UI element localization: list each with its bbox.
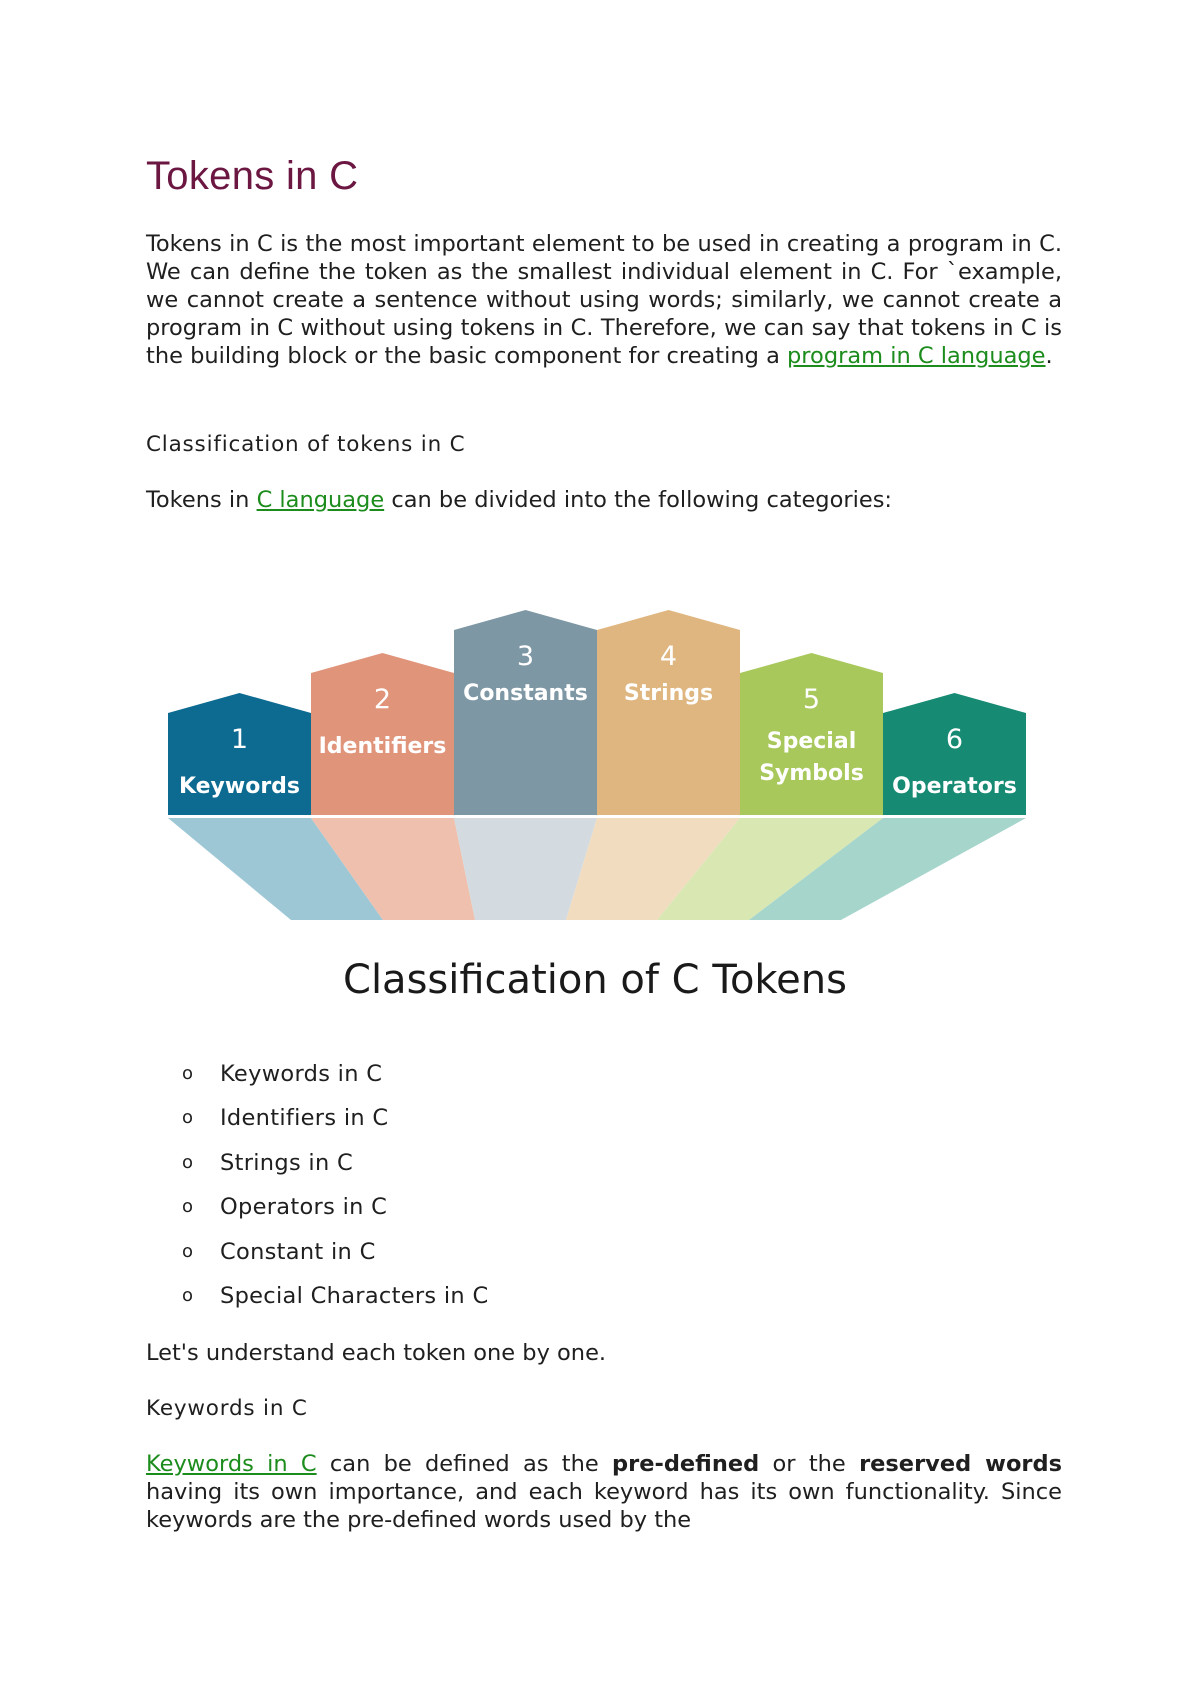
list-item-text: Constant in C	[220, 1238, 376, 1265]
keywords-text-3: having its own importance, and each keyword has its own functionality. Since keywords are the pre-defined words used by the	[146, 1479, 1062, 1533]
categories-after: can be divided into the following categories:	[384, 487, 892, 513]
list-item	[146, 1141, 488, 1185]
keywords-text-2: or the	[759, 1451, 860, 1477]
list-item	[146, 1274, 488, 1318]
list-item	[146, 1230, 488, 1274]
bullet-mark: o	[182, 1151, 194, 1173]
understand-line: Let's understand each token one by one.	[146, 1340, 607, 1366]
token-number: 4	[659, 641, 678, 672]
list-item	[146, 1096, 488, 1140]
figure-pillars	[168, 610, 1026, 815]
bullet-mark: o	[182, 1107, 194, 1129]
keywords-heading: Keywords in C	[146, 1396, 308, 1421]
list-item-text: Identifiers in C	[220, 1105, 389, 1132]
token-number: 2	[373, 684, 392, 715]
keywords-paragraph	[146, 1450, 1062, 1534]
keywords-in-c-link[interactable]: Keywords in C	[146, 1451, 317, 1477]
page-title: Tokens in C	[146, 154, 359, 198]
token-label: Symbols	[759, 761, 864, 786]
list-item	[146, 1052, 488, 1096]
token-label: Identifiers	[318, 734, 447, 759]
pre-defined-bold: pre-defined	[612, 1451, 760, 1477]
tokens-classification-figure	[146, 560, 1062, 1020]
token-number: 5	[802, 684, 821, 715]
figure-caption: Classification of C Tokens	[343, 957, 847, 1003]
keywords-text-1: can be defined as the	[316, 1451, 613, 1477]
list-item-text: Keywords in C	[220, 1061, 383, 1087]
categories-line	[146, 487, 892, 513]
token-label: Special	[766, 729, 857, 754]
bullet-mark: o	[182, 1196, 194, 1218]
classification-heading: Classification of tokens in C	[146, 432, 466, 457]
bullet-mark: o	[182, 1063, 194, 1084]
bullet-mark: o	[182, 1240, 194, 1262]
token-label: Constants	[463, 681, 588, 706]
token-number: 6	[945, 724, 964, 755]
intro-paragraph	[146, 230, 1062, 370]
figure-bottom-trapezoids	[168, 818, 1026, 920]
token-category-list	[146, 1052, 488, 1318]
list-item-text: Operators in C	[220, 1194, 388, 1221]
token-number: 1	[230, 724, 249, 755]
list-item-text: Strings in C	[220, 1149, 353, 1176]
c-language-link[interactable]: C language	[256, 487, 385, 513]
list-item-text: Special Characters in C	[220, 1282, 489, 1309]
program-in-c-link[interactable]: program in C language	[787, 343, 1046, 369]
token-label: Strings	[623, 681, 714, 706]
intro-text: Tokens in C is the most important element to be used in creating a program in C. We can define the token as the smallest individual element in C. For `example, we cannot create a sentence without using words; similarly, we cannot create a program in C without using tokens in C. Therefore, we can say that tokens in C is the building block or the basic component for creating a	[146, 231, 1062, 369]
categories-before: Tokens in	[146, 487, 257, 513]
intro-end: .	[1045, 343, 1053, 369]
token-number: 3	[516, 641, 535, 672]
bullet-mark: o	[182, 1284, 194, 1306]
token-label: Keywords	[178, 774, 301, 799]
list-item	[146, 1185, 488, 1229]
reserved-words-bold: reserved words	[859, 1451, 1063, 1477]
token-label: Operators	[892, 774, 1017, 799]
